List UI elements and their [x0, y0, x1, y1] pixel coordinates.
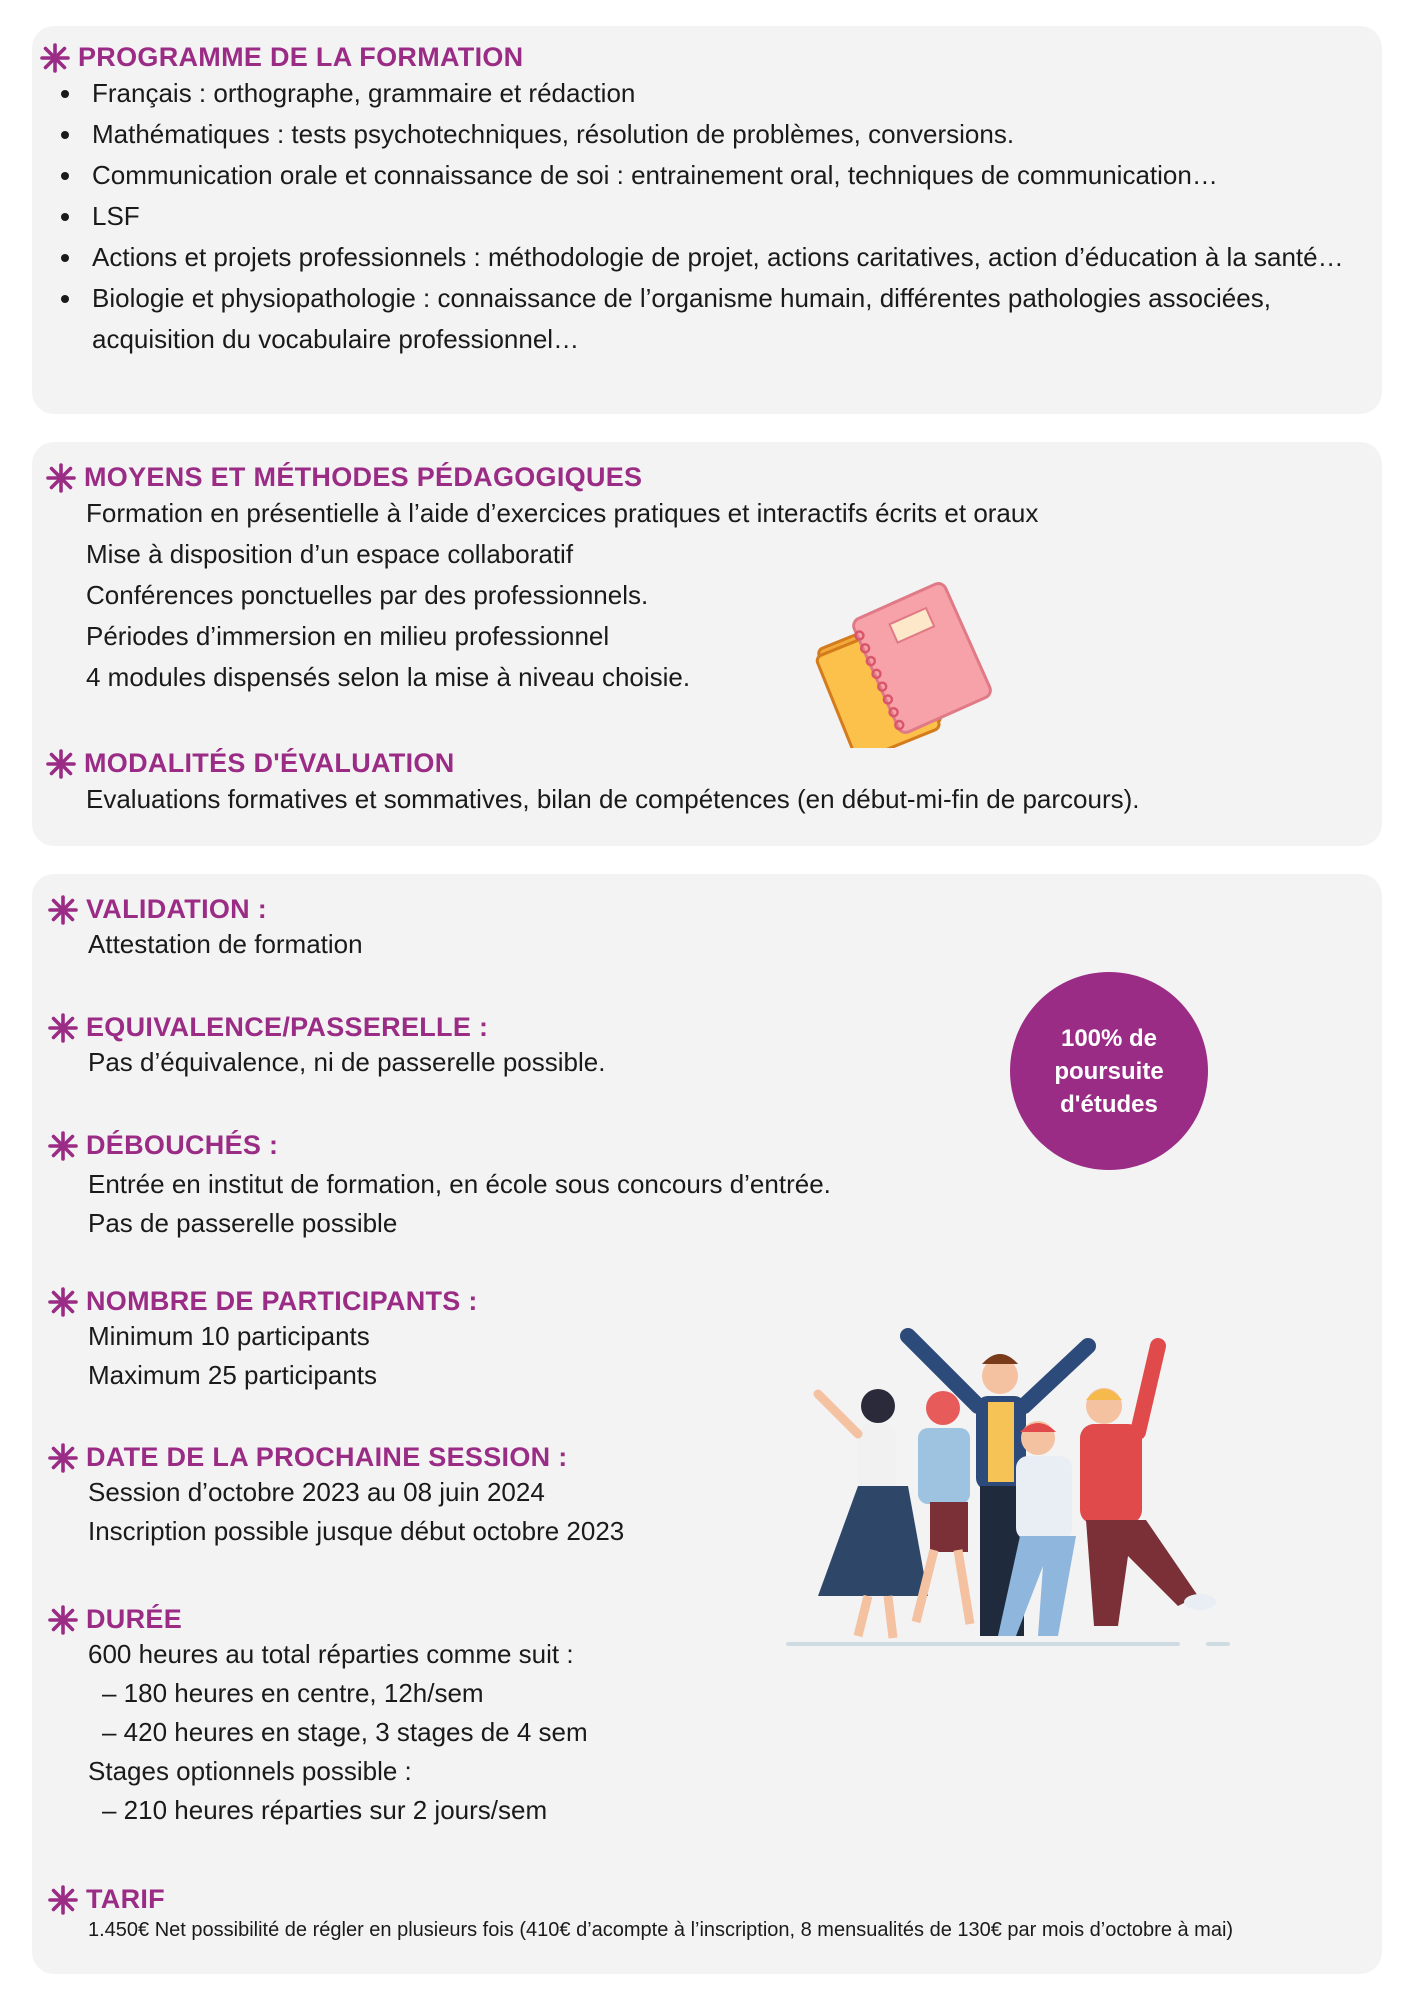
- evaluation-text: Evaluations formatives et sommatives, bilan de compétences (en début-mi-fin de parcours).: [86, 784, 1140, 814]
- debouches-heading: [48, 1130, 1008, 1161]
- evaluation-title: MODALITÉS D'ÉVALUATION: [84, 748, 455, 778]
- badge-line: d'études: [1060, 1090, 1158, 1118]
- validation-text: Attestation de formation: [88, 929, 363, 959]
- badge-line: poursuite: [1054, 1057, 1164, 1085]
- participants-heading: [48, 1286, 748, 1317]
- list-item: Biologie et physiopathologie : connaissance de l’organisme humain, différentes pathologies associées, acquisition du vocabulaire professionnel…: [52, 278, 1370, 360]
- moyens-line: Mise à disposition d’un espace collaboratif: [86, 539, 574, 569]
- badge-line: 100% de: [1060, 1024, 1158, 1052]
- duree-title: DURÉE: [86, 1604, 183, 1634]
- duree-line: 600 heures au total réparties comme suit :: [88, 1639, 574, 1669]
- moyens-line: Conférences ponctuelles par des professionnels.: [86, 580, 649, 610]
- session-line: Session d’octobre 2023 au 08 juin 2024: [88, 1477, 545, 1507]
- list-item: Mathématiques : tests psychotechniques, résolution de problèmes, conversions.: [52, 114, 1370, 155]
- session-line: Inscription possible jusque début octobre 2023: [88, 1516, 625, 1546]
- moyens-heading: [46, 462, 1366, 493]
- debouches-title: DÉBOUCHÉS :: [86, 1130, 279, 1160]
- moyens-title: MOYENS ET MÉTHODES PÉDAGOGIQUES: [84, 462, 643, 492]
- programme-title: PROGRAMME DE LA FORMATION: [78, 42, 524, 72]
- moyens-line: Formation en présentielle à l’aide d’exercices pratiques et interactifs écrits et oraux: [86, 498, 1039, 528]
- methodes-card: [32, 442, 1382, 846]
- tarif-section: [48, 1884, 1372, 1945]
- equivalence-text: Pas d’équivalence, ni de passerelle possible.: [88, 1047, 606, 1077]
- equivalence-heading: [48, 1012, 1008, 1043]
- participants-title: NOMBRE DE PARTICIPANTS :: [86, 1286, 478, 1316]
- participants-lines: [48, 1317, 748, 1395]
- list-item: Communication orale et connaissance de soi : entrainement oral, techniques de communication…: [52, 155, 1370, 196]
- asterisk-icon: [46, 749, 76, 779]
- session-section: [48, 1442, 748, 1551]
- programme-card: [32, 26, 1382, 414]
- asterisk-icon: [48, 895, 78, 925]
- equivalence-title: EQUIVALENCE/PASSERELLE :: [86, 1012, 489, 1042]
- programme-heading: [40, 42, 1370, 73]
- validation-title: VALIDATION :: [86, 894, 268, 924]
- notebooks-illustration: [802, 578, 1022, 748]
- tarif-text: 1.450€ Net possibilité de régler en plusieurs fois (410€ d’acompte à l’inscription, 8 mensualités de 130€ par mois d’octobre à mai): [88, 1919, 1234, 1941]
- asterisk-icon: [48, 1287, 78, 1317]
- duree-subline: – 420 heures en stage, 3 stages de 4 sem: [102, 1717, 588, 1747]
- tarif-heading: [48, 1884, 1372, 1915]
- evaluation-section: [46, 748, 1366, 820]
- session-title: DATE DE LA PROCHAINE SESSION :: [86, 1442, 568, 1472]
- asterisk-icon: [48, 1885, 78, 1915]
- tarif-title: TARIF: [86, 1884, 165, 1914]
- session-lines: [48, 1473, 748, 1551]
- participants-line: Maximum 25 participants: [88, 1360, 377, 1390]
- programme-list: [52, 73, 1370, 360]
- validation-section: [48, 894, 1008, 963]
- evaluation-heading: [46, 748, 1366, 779]
- session-heading: [48, 1442, 748, 1473]
- asterisk-icon: [48, 1605, 78, 1635]
- debouches-line: Entrée en institut de formation, en école sous concours d’entrée.: [88, 1169, 831, 1199]
- asterisk-icon: [46, 463, 76, 493]
- list-item: LSF: [52, 196, 1370, 237]
- debouches-line: Pas de passerelle possible: [88, 1208, 398, 1238]
- validation-heading: [48, 894, 1008, 925]
- list-item: Français : orthographe, grammaire et rédaction: [52, 73, 1370, 114]
- duree-heading: [48, 1604, 748, 1635]
- asterisk-icon: [48, 1013, 78, 1043]
- group-people-illustration: [758, 1306, 1298, 1656]
- moyens-section: [46, 462, 1366, 698]
- poursuite-badge: [1010, 972, 1208, 1170]
- moyens-line: 4 modules dispensés selon la mise à niveau choisie.: [86, 662, 691, 692]
- list-item: Actions et projets professionnels : méthodologie de projet, actions caritatives, action d’éducation à la santé…: [52, 237, 1370, 278]
- duree-subline: – 180 heures en centre, 12h/sem: [102, 1678, 484, 1708]
- asterisk-icon: [48, 1443, 78, 1473]
- duree-subline: – 210 heures réparties sur 2 jours/sem: [102, 1795, 548, 1825]
- debouches-section: [48, 1130, 1008, 1243]
- moyens-lines: [46, 493, 1366, 698]
- asterisk-icon: [48, 1131, 78, 1161]
- moyens-line: Périodes d’immersion en milieu professionnel: [86, 621, 610, 651]
- participants-line: Minimum 10 participants: [88, 1321, 370, 1351]
- programme-section: [40, 42, 1370, 360]
- asterisk-icon: [40, 43, 70, 73]
- duree-line: Stages optionnels possible :: [88, 1756, 412, 1786]
- duree-lines: [48, 1635, 748, 1830]
- duree-section: [48, 1604, 748, 1830]
- debouches-lines: [48, 1165, 1008, 1243]
- participants-section: [48, 1286, 748, 1395]
- equivalence-section: [48, 1012, 1008, 1081]
